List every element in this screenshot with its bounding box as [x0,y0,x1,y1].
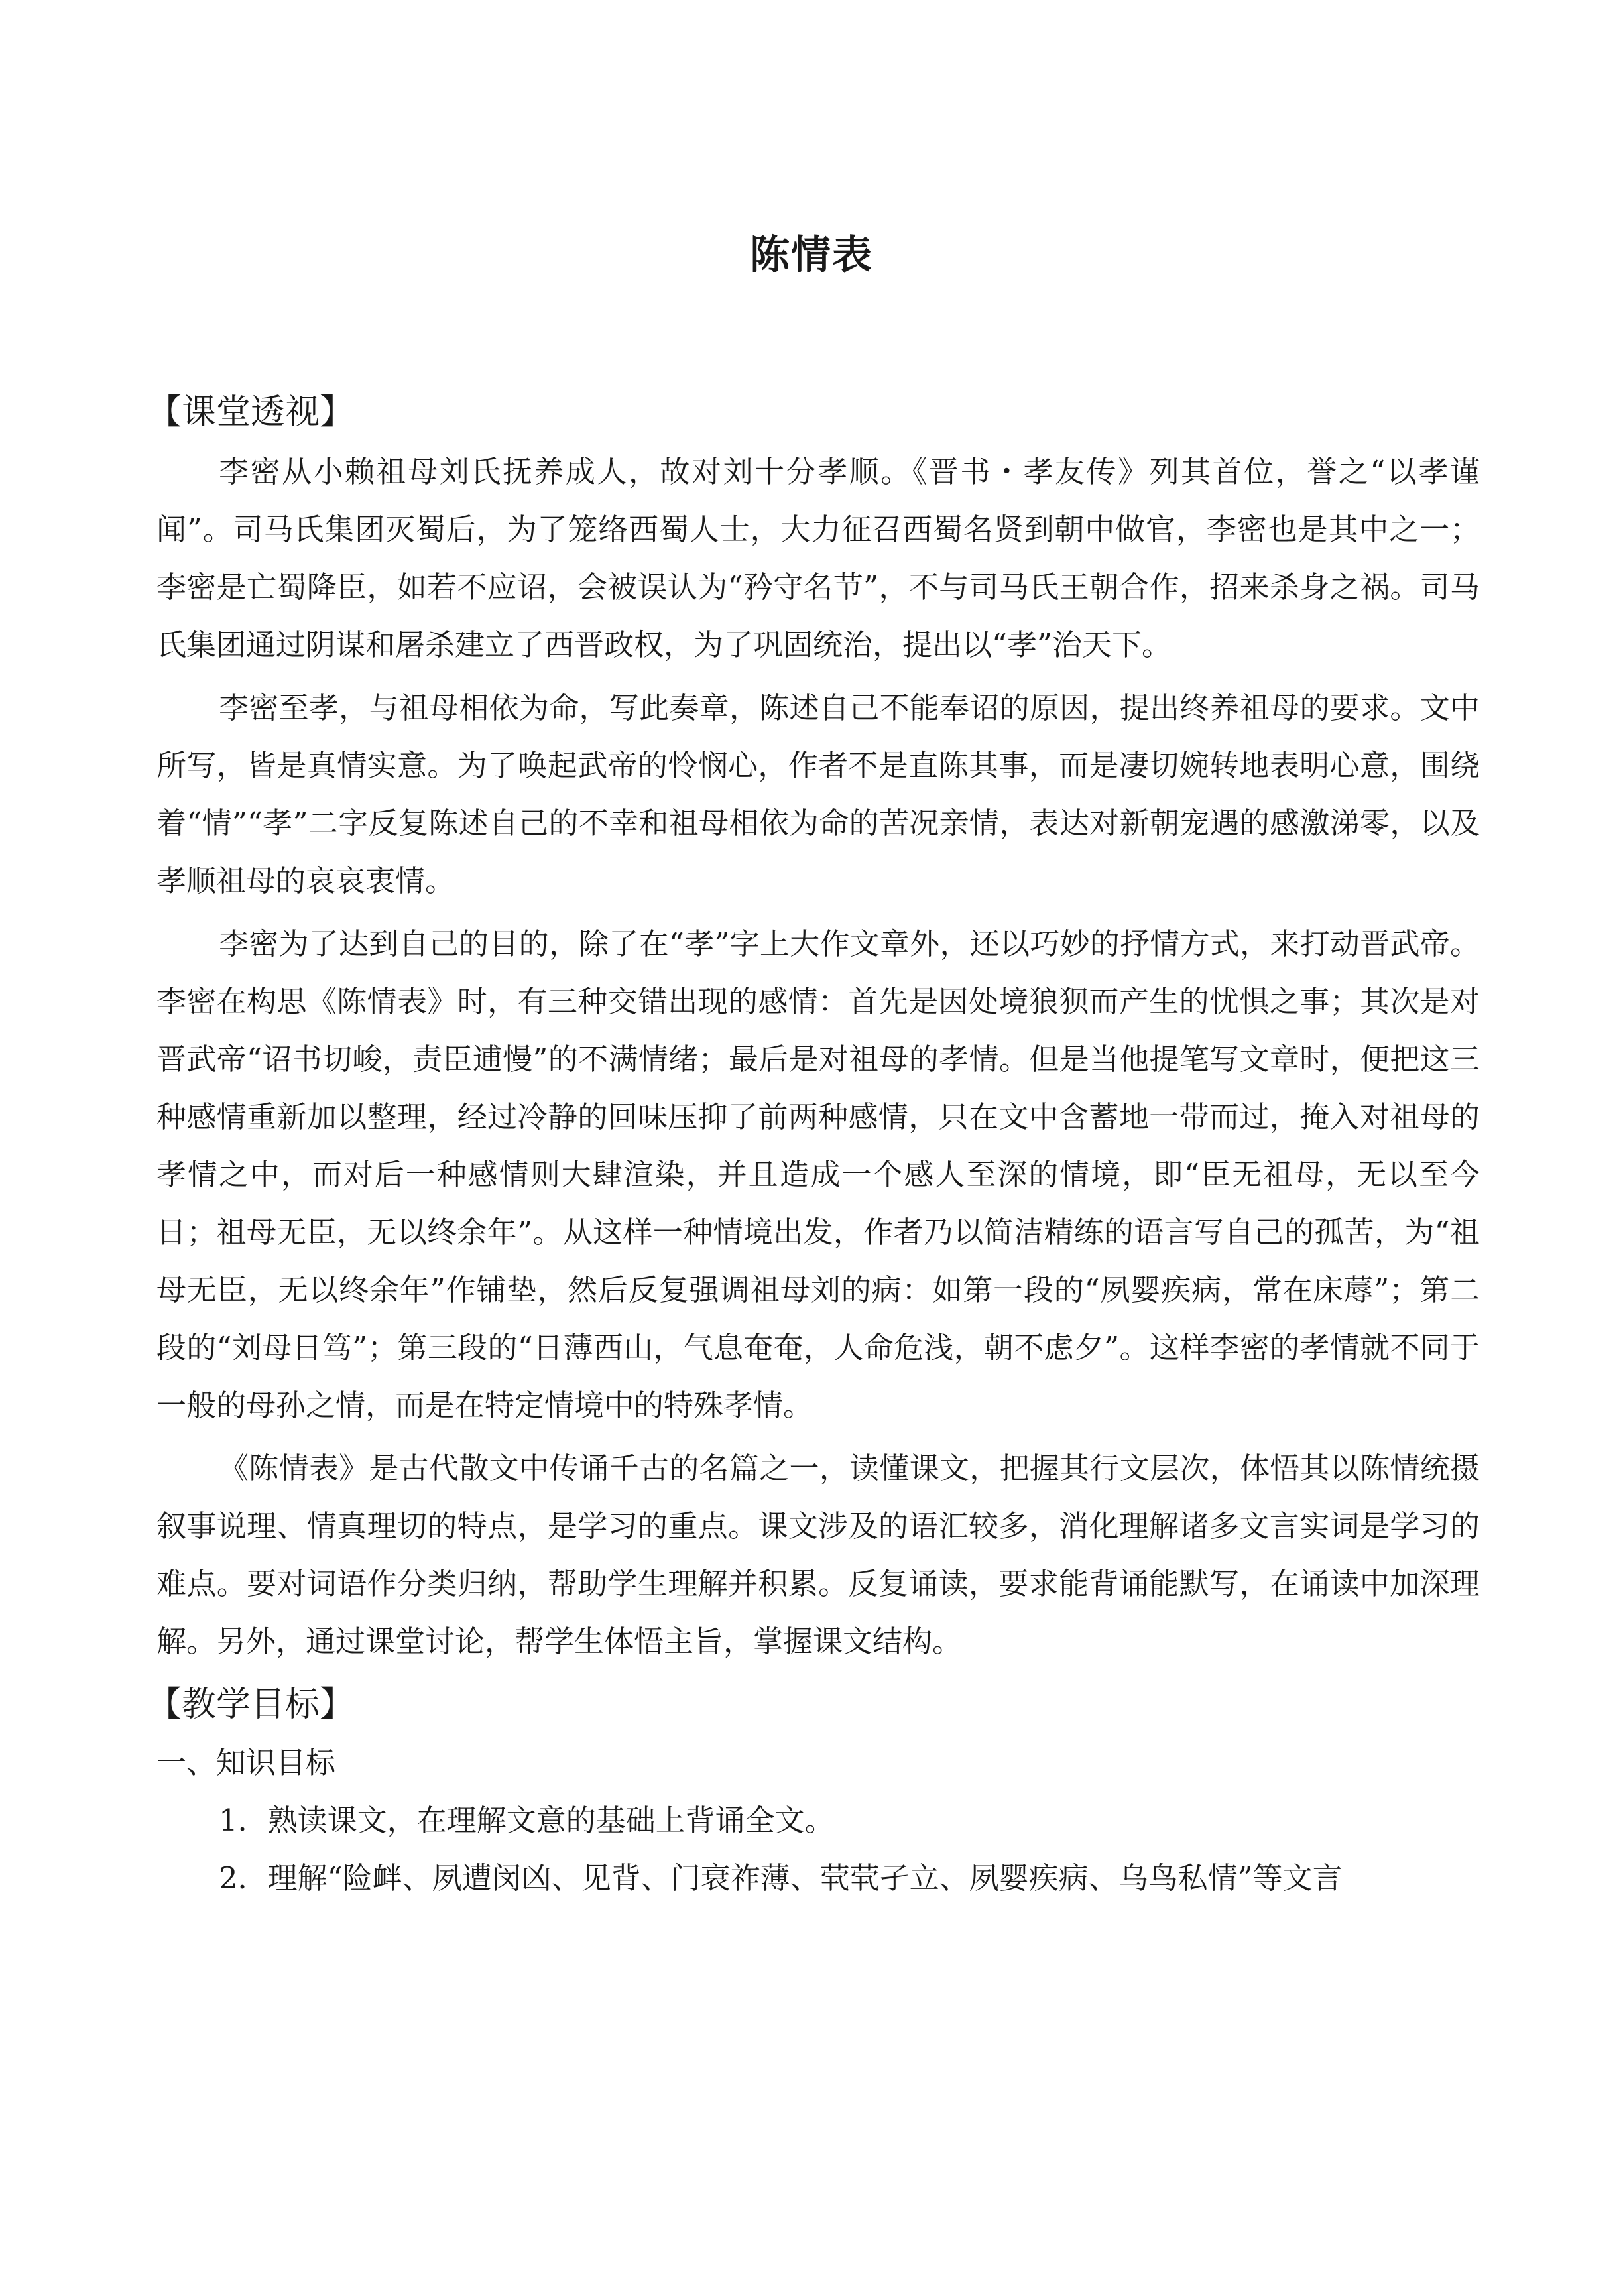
page-title: 陈情表 [750,232,873,279]
section-heading-teaching-goals: 【教学目标】 [147,1685,355,1724]
subheading-knowledge-goals: 一、知识目标 [156,1745,336,1780]
paragraph-background: 李密从小赖祖母刘氏抚养成人，故对刘十分孝顺。《晋书・孝友传》列其首位，誉之“以孝谨闻”。司马氏集团灭蜀后，为了笼络西蜀人士，大力征召西蜀名贤到朝中做官，李密也是其中之一；李密是亡蜀降臣，如若不应诏，会被误认为“矜守名节”，不与司马氏王朝合作，招来杀身之祸。司马氏集团通过阴谋和屠杀建立了西晋政权，为了巩固统治，提出以“孝”治天下。 [156,454,1480,662]
section-heading-classroom-insight: 【课堂透视】 [147,393,355,432]
goal-item-1: 1．熟读课文，在理解文意的基础上背诵全文。 [219,1803,835,1838]
paragraph-filial-piety: 李密至孝，与祖母相依为命，写此奏章，陈述自己不能奉诏的原因，提出终养祖母的要求。文中所写，皆是真情实意。为了唤起武帝的怜悯心，作者不是直陈其事，而是凄切婉转地表明心意，围绕着“情”“孝”二字反复陈述自己的不幸和祖母相依为命的苦况亲情，表达对新朝宠遇的感激涕零，以及孝顺祖母的哀哀衷情。 [156,690,1480,898]
document-body [147,383,1480,1907]
paragraph-emotional-strategy: 李密为了达到自己的目的，除了在“孝”字上大作文章外，还以巧妙的抒情方式，来打动晋武帝。李密在构思《陈情表》时，有三种交错出现的感情：首先是因处境狼狈而产生的忧惧之事；其次是对晋武帝“诏书切峻，责臣逋慢”的不满情绪；最后是对祖母的孝情。但是当他提笔写文章时，便把这三种感情重新加以整理，经过冷静的回味压抑了前两种感情，只在文中含蓄地一带而过，掩入对祖母的孝情之中，而对后一种感情则大肆渲染，并且造成一个感人至深的情境，即“臣无祖母，无以至今日；祖母无臣，无以终余年”。从这样一种情境出发，作者乃以简洁精练的语言写自己的孤苦，为“祖母无臣，无以终余年”作铺垫，然后反复强调祖母刘的病：如第一段的“夙婴疾病，常在床蓐”；第二段的“刘母日笃”；第三段的“日薄西山，气息奄奄，人命危浅，朝不虑夕”。这样李密的孝情就不同于一般的母孙之情，而是在特定情境中的特殊孝情。 [156,926,1480,1423]
paragraph-learning-focus: 《陈情表》是古代散文中传诵千古的名篇之一，读懂课文，把握其行文层次，体悟其以陈情统摄叙事说理、情真理切的特点，是学习的重点。课文涉及的语汇较多，消化理解诸多文言实词是学习的难点。要对词语作分类归纳，帮助学生理解并积累。反复诵读，要求能背诵能默写，在诵读中加深理解。另外，通过课堂讨论，帮学生体悟主旨，掌握课文结构。 [156,1451,1480,1659]
goal-item-2: 2．理解“险衅、夙遭闵凶、见背、门衰祚薄、茕茕孑立、夙婴疾病、乌鸟私情”等文言 [219,1860,1343,1896]
